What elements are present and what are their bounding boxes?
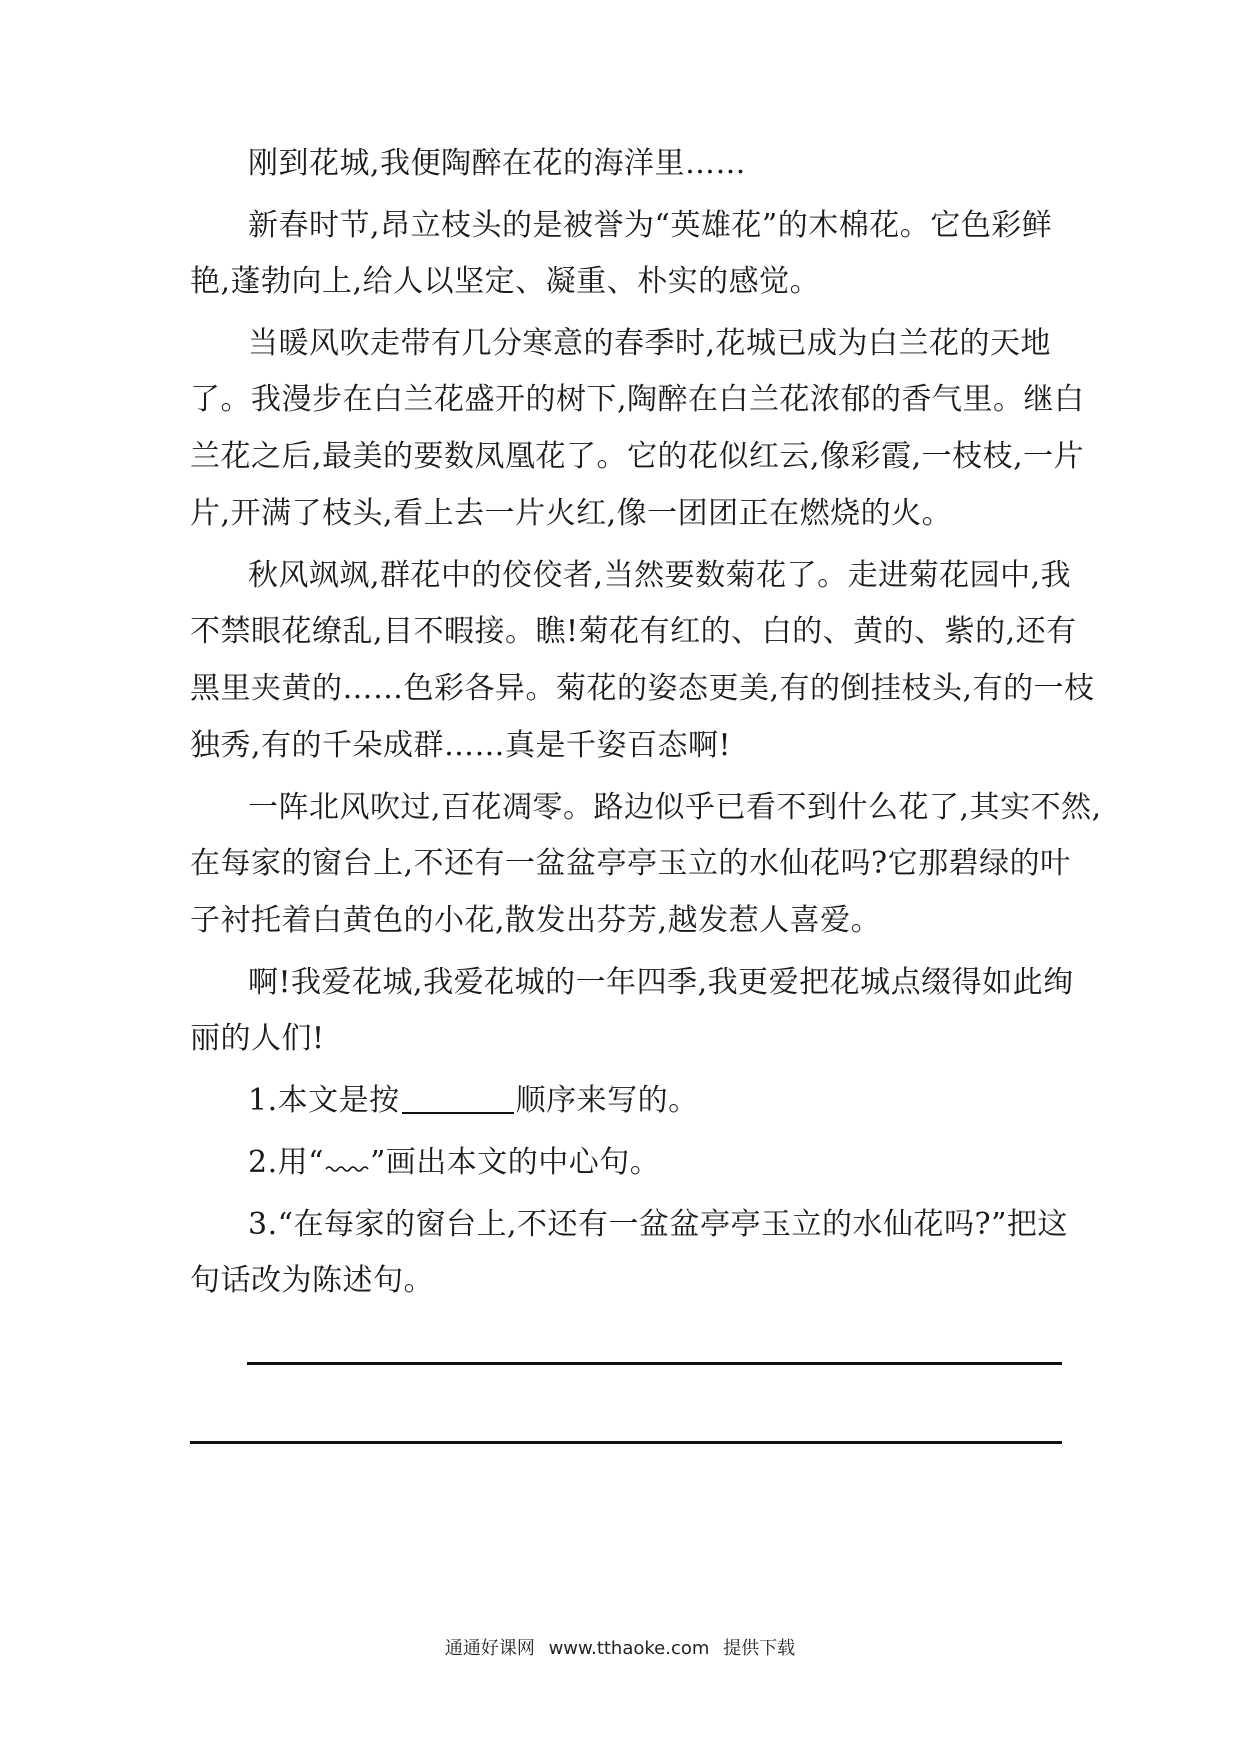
passage-line: 啊!我爱花城,我爱花城的一年四季,我更爱把花城点缀得如此绚	[248, 965, 1074, 1000]
passage-line: 丽的人们!	[190, 1021, 325, 1056]
passage-line: 一阵北风吹过,百花凋零。路边似乎已看不到什么花了,其实不然,	[248, 790, 1102, 825]
passage-line: 在每家的窗台上,不还有一盆盆亭亭玉立的水仙花吗?它那碧绿的叶	[190, 846, 1071, 881]
passage-line: 当暖风吹走带有几分寒意的春季时,花城已成为白兰花的天地	[248, 326, 1052, 361]
passage-line: 刚到花城,我便陶醉在花的海洋里……	[248, 146, 747, 181]
passage-line: 艳,蓬勃向上,给人以坚定、凝重、朴实的感觉。	[190, 264, 821, 299]
passage-line: 子衬托着白黄色的小花,散发出芬芳,越发惹人喜爱。	[190, 903, 882, 938]
answer-blank-1[interactable]	[402, 1084, 514, 1114]
footer-suffix: 提供下载	[723, 1638, 796, 1659]
passage-line: 秋风飒飒,群花中的佼佼者,当然要数菊花了。走进菊花园中,我	[248, 558, 1072, 593]
passage-line: 独秀,有的千朵成群……真是千姿百态啊!	[190, 728, 732, 763]
footer-url[interactable]: www.tthaoke.com	[548, 1638, 710, 1659]
passage-line: 兰花之后,最美的要数凤凰花了。它的花似红云,像彩霞,一枝枝,一片	[190, 439, 1085, 474]
question-3-line: 句话改为陈述句。	[190, 1263, 434, 1298]
question-2	[248, 1143, 1070, 1183]
wavy-underline-icon	[324, 1152, 370, 1174]
answer-line-2[interactable]	[190, 1441, 1062, 1444]
answer-line-1[interactable]	[247, 1362, 1062, 1365]
footer-site-name: 通通好课网	[444, 1638, 535, 1659]
question-1-text-before: 1.本文是按	[248, 1083, 400, 1118]
question-1	[248, 1081, 1070, 1121]
passage-line: 片,开满了枝头,看上去一片火红,像一团团正在燃烧的火。	[190, 496, 953, 531]
question-3-line: 3.“在每家的窗台上,不还有一盆盆亭亭玉立的水仙花吗?”把这	[248, 1207, 1068, 1242]
question-2-text-after: ”画出本文的中心句。	[369, 1145, 661, 1180]
passage-line: 不禁眼花缭乱,目不暇接。瞧!菊花有红的、白的、黄的、紫的,还有	[190, 614, 1077, 649]
question-1-text-after: 顺序来写的。	[515, 1083, 699, 1118]
passage-line: 黑里夹黄的……色彩各异。菊花的姿态更美,有的倒挂枝头,有的一枝	[190, 671, 1095, 706]
footer	[0, 1634, 1240, 1660]
question-2-text-before: 2.用“	[248, 1145, 324, 1180]
passage-line: 新春时节,昂立枝头的是被誉为“英雄花”的木棉花。它色彩鲜	[248, 208, 1053, 243]
passage-line: 了。我漫步在白兰花盛开的树下,陶醉在白兰花浓郁的香气里。继白	[190, 382, 1085, 417]
